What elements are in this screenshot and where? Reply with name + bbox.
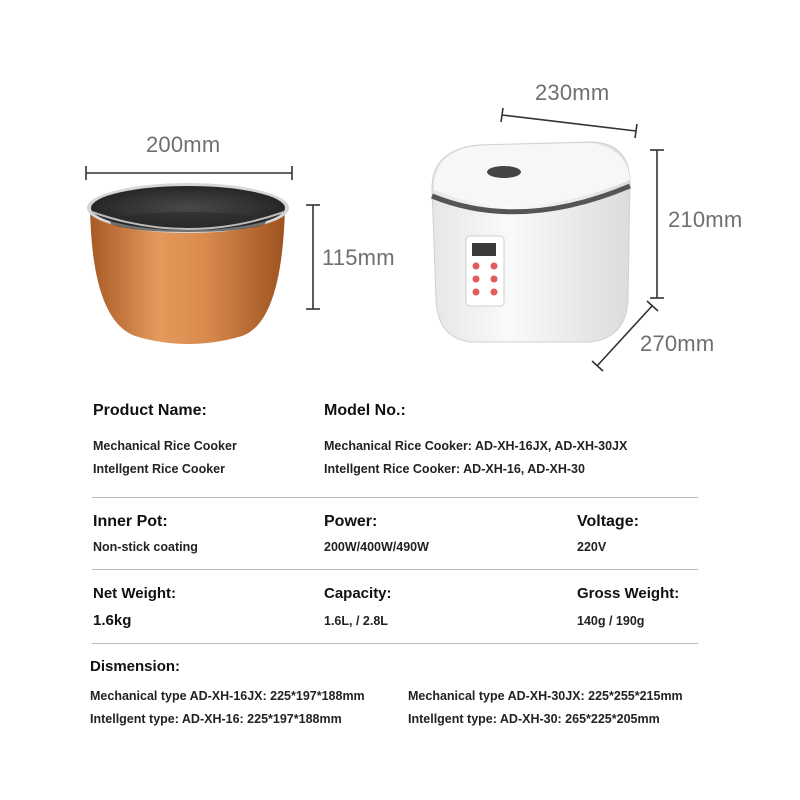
voltage-value: 220V	[577, 540, 607, 554]
net-weight-value: 1.6kg	[93, 612, 132, 629]
dimension-line: Mechanical type AD-XH-30JX: 225*255*215mm	[408, 689, 683, 703]
dimension-line: Mechanical type AD-XH-16JX: 225*197*188mm	[90, 689, 365, 703]
net-weight-heading: Net Weight:	[93, 585, 177, 602]
pot-width-line	[86, 166, 292, 180]
dimension-heading: Dismension:	[90, 658, 181, 675]
rice-cooker-image	[432, 142, 630, 342]
inner-pot-image	[87, 183, 289, 344]
voltage-heading: Voltage:	[577, 513, 639, 530]
power-heading: Power:	[324, 513, 378, 530]
divider	[92, 569, 698, 570]
divider	[92, 497, 698, 498]
model-no-line: Intellgent Rice Cooker: AD-XH-16, AD-XH-30	[324, 462, 585, 476]
product-name-line: Mechanical Rice Cooker	[93, 439, 237, 453]
product-name-heading: Product Name:	[93, 402, 207, 419]
gross-weight-value: 140g / 190g	[577, 614, 645, 628]
divider	[92, 643, 698, 644]
model-no-line: Mechanical Rice Cooker: AD-XH-16JX, AD-XH-30JX	[324, 439, 628, 453]
cooker-width-line	[501, 108, 637, 138]
pot-width-label: 200mm	[146, 132, 221, 157]
capacity-value: 1.6L, / 2.8L	[324, 614, 388, 628]
cooker-height-label: 210mm	[668, 207, 743, 232]
model-no-heading: Model No.:	[324, 402, 406, 419]
cooker-depth-label: 270mm	[640, 331, 715, 356]
dimension-line: Intellgent type: AD-XH-30: 265*225*205mm	[408, 712, 660, 726]
inner-pot-heading: Inner Pot:	[93, 513, 168, 530]
pot-height-label: 115mm	[322, 245, 395, 270]
gross-weight-heading: Gross Weight:	[577, 585, 680, 602]
inner-pot-value: Non-stick coating	[93, 540, 198, 554]
product-name-line: Intellgent Rice Cooker	[93, 462, 225, 476]
capacity-heading: Capacity:	[324, 585, 392, 602]
power-value: 200W/400W/490W	[324, 540, 429, 554]
cooker-height-line	[650, 150, 664, 298]
dimension-line: Intellgent type: AD-XH-16: 225*197*188mm	[90, 712, 342, 726]
pot-height-line	[306, 205, 320, 309]
cooker-width-label: 230mm	[535, 80, 610, 105]
